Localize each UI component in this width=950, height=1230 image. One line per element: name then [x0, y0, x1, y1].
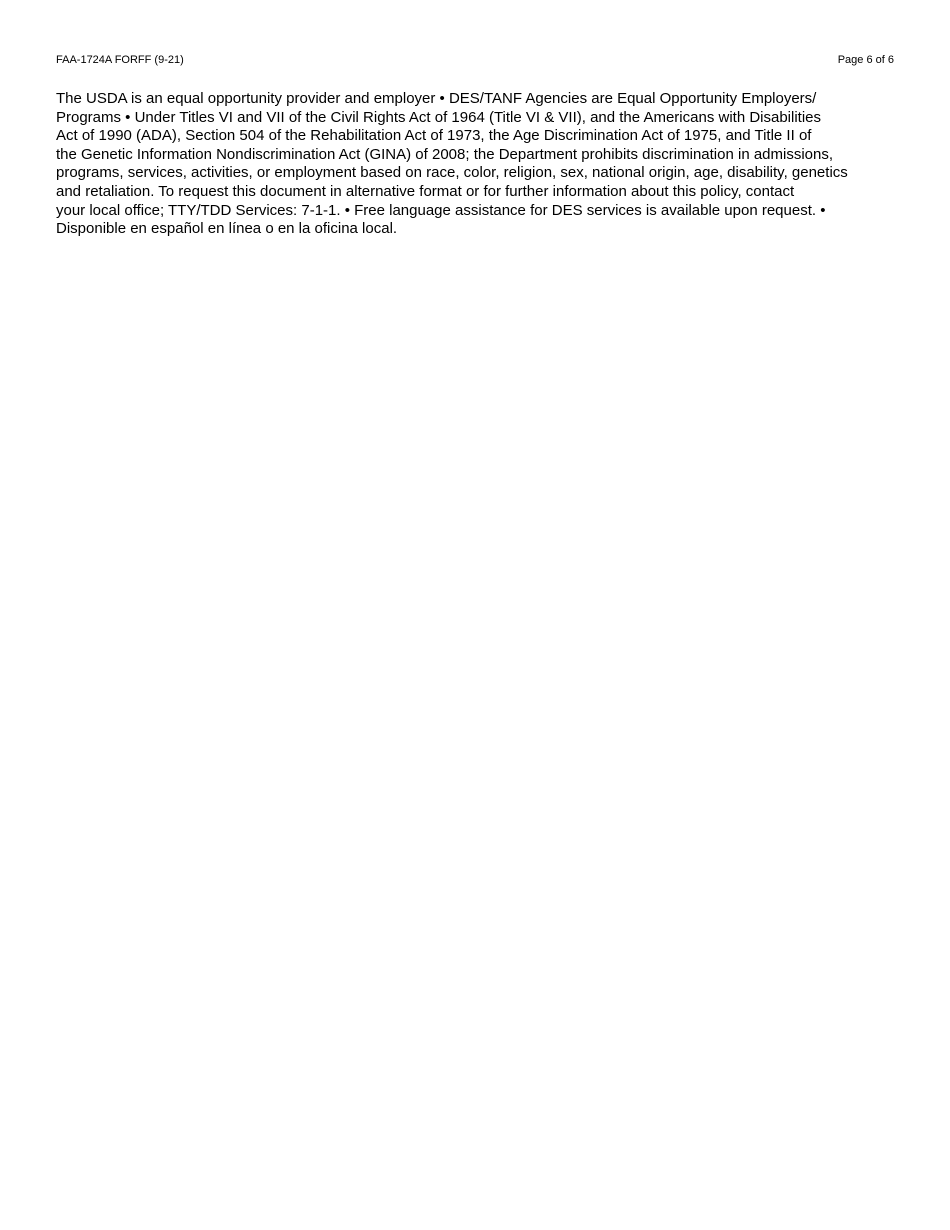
- notice-line: Act of 1990 (ADA), Section 504 of the Rehabilitation Act of 1973, the Age Discrimination Act of 1975, and Title II of: [56, 127, 812, 145]
- notice-line: your local office; TTY/TDD Services: 7-1-1. • Free language assistance for DES services is available upon request. •: [56, 201, 826, 219]
- form-id: FAA-1724A FORFF (9-21): [56, 54, 184, 66]
- notice-line: The USDA is an equal opportunity provider and employer • DES/TANF Agencies are Equal Opportunity Employers/: [56, 90, 817, 107]
- nondiscrimination-notice: [56, 90, 886, 239]
- notice-line: and retaliation. To request this document in alternative format or for further information about this policy, contact: [56, 182, 795, 200]
- page-header: [56, 53, 894, 67]
- page-number: Page 6 of 6: [837, 54, 894, 66]
- notice-line: Programs • Under Titles VI and VII of the Civil Rights Act of 1964 (Title VI & VII), and the Americans with Disabilities: [56, 108, 822, 126]
- notice-line: Disponible en español en línea o en la oficina local.: [56, 220, 398, 238]
- notice-line: programs, services, activities, or employment based on race, color, religion, sex, national origin, age, disability, genetics: [56, 164, 848, 182]
- notice-line: the Genetic Information Nondiscrimination Act (GINA) of 2008; the Department prohibits discrimination in admissions,: [56, 145, 834, 163]
